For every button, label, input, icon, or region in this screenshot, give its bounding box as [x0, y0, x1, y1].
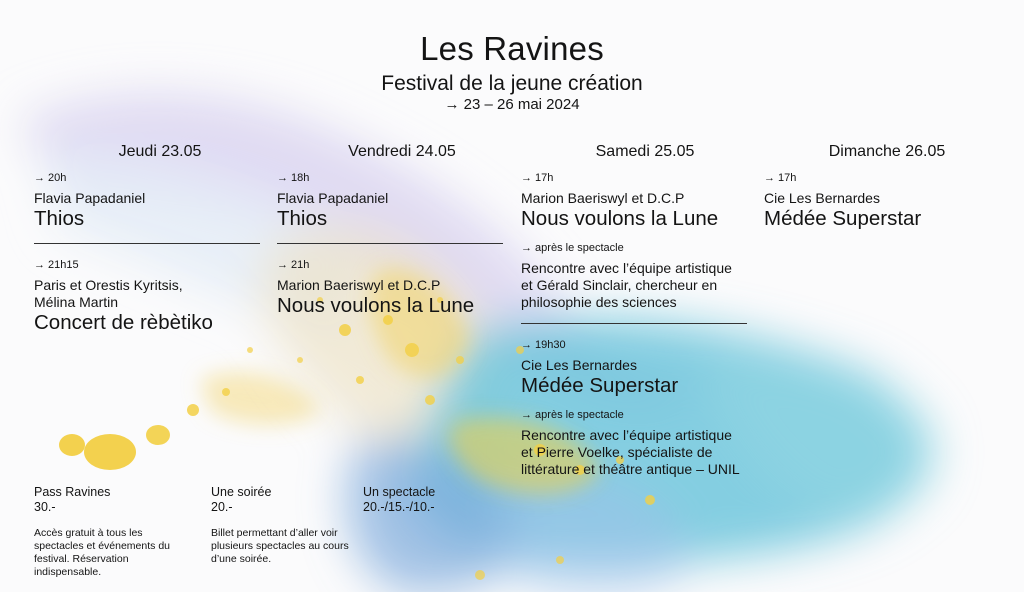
event-show-title: Nous voulons la Lune: [277, 294, 475, 317]
event-time: → 21h15: [34, 259, 79, 271]
event-thios-thursday: [34, 172, 260, 231]
day-heading-thursday: Jeudi 23.05: [118, 143, 202, 160]
event-artist: Marion Baeriswyl et D.C.P: [277, 277, 441, 293]
price-description: Billet permettant d’aller voir plusieurs spectacles au cours d’une soirée.: [211, 527, 349, 565]
price-pass-ravines: [34, 485, 194, 579]
event-note: → après le spectacle: [521, 409, 624, 421]
divider: [521, 323, 747, 324]
divider: [34, 243, 260, 244]
event-description: Rencontre avec l’équipe artistique et Gérald Sinclair, chercheur en philosophie des sciences: [521, 260, 732, 310]
event-lune-friday: [277, 259, 503, 318]
event-rebetiko-thursday: [34, 259, 260, 335]
price-un-spectacle: [363, 485, 513, 515]
day-column-friday: [277, 172, 503, 318]
price-value: 30.-: [34, 500, 56, 514]
event-show-title: Thios: [277, 207, 328, 230]
event-artist: Cie Les Bernardes: [521, 357, 637, 373]
day-heading-sunday: Dimanche 26.05: [828, 143, 946, 160]
event-medee-saturday: [521, 339, 747, 478]
event-time: → 19h30: [521, 339, 566, 351]
event-time: → 17h: [521, 172, 554, 184]
event-show-title: Médée Superstar: [521, 374, 679, 397]
event-note: → après le spectacle: [521, 242, 624, 254]
day-column-sunday: [764, 172, 990, 231]
festival-subtitle: Festival de la jeune création: [381, 72, 643, 95]
event-artist: Flavia Papadaniel: [34, 190, 146, 206]
price-description: Accès gratuit à tous les spectacles et événements du festival. Réservation indispensable.: [34, 527, 170, 578]
festival-dates: → 23 – 26 mai 2024: [444, 96, 580, 113]
event-time: → 17h: [764, 172, 797, 184]
event-time: → 20h: [34, 172, 67, 184]
day-column-saturday: [521, 172, 747, 478]
event-lune-saturday: [521, 172, 747, 311]
day-heading-saturday: Samedi 25.05: [595, 143, 695, 160]
event-artist: Marion Baeriswyl et D.C.P: [521, 190, 685, 206]
event-description: Rencontre avec l’équipe artistique et Pierre Voelke, spécialiste de littérature et théâtre antique – UNIL: [521, 427, 740, 477]
event-show-title: Médée Superstar: [764, 207, 922, 230]
day-heading-friday: Vendredi 24.05: [348, 143, 456, 160]
divider: [277, 243, 503, 244]
event-time: → 18h: [277, 172, 310, 184]
event-artist: Paris et Orestis Kyritsis, Mélina Martin: [34, 277, 183, 310]
price-une-soiree: [211, 485, 351, 566]
price-name: Un spectacle: [363, 485, 436, 499]
price-value: 20.-: [211, 500, 233, 514]
event-artist: Cie Les Bernardes: [764, 190, 880, 206]
event-medee-sunday: [764, 172, 990, 231]
price-name: Une soirée: [211, 485, 272, 499]
festival-title: Les Ravines: [420, 30, 604, 67]
day-column-thursday: [34, 172, 260, 335]
event-thios-friday: [277, 172, 503, 231]
event-artist: Flavia Papadaniel: [277, 190, 389, 206]
event-show-title: Concert de rèbètiko: [34, 311, 213, 334]
price-value: 20.-/15.-/10.-: [363, 500, 435, 514]
price-name: Pass Ravines: [34, 485, 111, 499]
event-show-title: Nous voulons la Lune: [521, 207, 719, 230]
event-show-title: Thios: [34, 207, 85, 230]
event-time: → 21h: [277, 259, 310, 271]
